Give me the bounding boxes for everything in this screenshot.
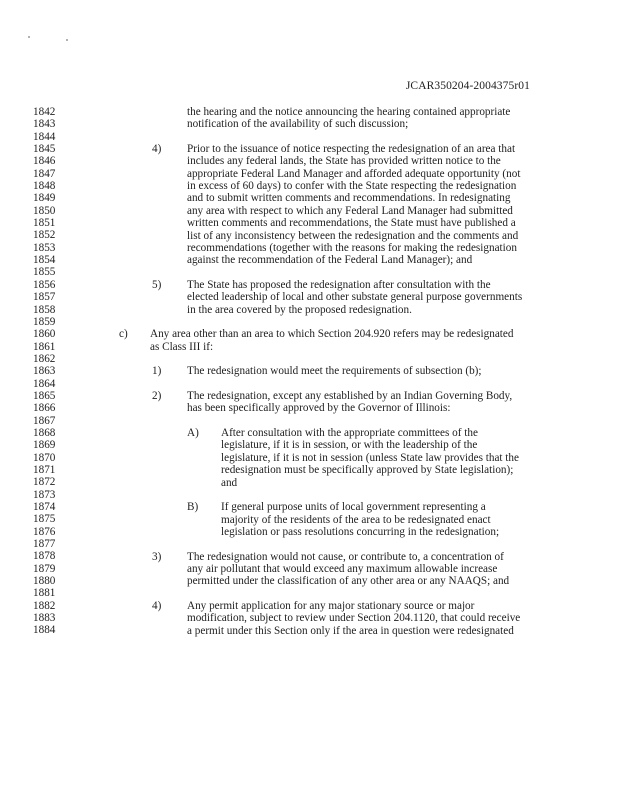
text-line: modification, subject to review under Section 204.1120, that could receive <box>187 612 521 625</box>
scan-speck <box>66 39 68 41</box>
text-line: any area with respect to which any Federal Land Manager had submitted <box>187 204 513 217</box>
text-line: majority of the residents of the area to be redesignated enact <box>221 513 491 526</box>
text-line: and <box>221 476 238 489</box>
text-line: in the area covered by the proposed redesignation. <box>187 303 412 316</box>
text-line: appropriate Federal Land Manager and afforded adequate opportunity (not <box>187 167 521 180</box>
line-number: 1859 <box>33 315 56 328</box>
line-number: 1874 <box>33 501 56 513</box>
text-line: redesignation must be specifically approved by State legislation); <box>221 464 514 477</box>
line-number: 1872 <box>33 476 56 489</box>
text-line: Any area other than an area to which Section 204.920 refers may be redesignated <box>150 328 514 341</box>
line-number: 1865 <box>33 389 56 402</box>
text-line: permitted under the classification of any other area or any NAAQS; and <box>187 575 510 588</box>
text-line: Any permit application for any major stationary source or major <box>187 600 475 612</box>
text-line: written comments and recommendations, the State must have published a <box>187 217 516 230</box>
line-number: 1864 <box>33 377 56 390</box>
continuation-line: notification of the availability of such discussion; <box>187 118 409 131</box>
text-line: has been specifically approved by the Governor of Illinois: <box>187 402 451 415</box>
line-number: 1854 <box>33 254 56 267</box>
continuation-line: the hearing and the notice announcing the hearing contained appropriate <box>187 106 511 118</box>
line-number: 1879 <box>33 562 56 575</box>
line-number: 1852 <box>33 229 56 242</box>
line-number: 1850 <box>33 204 56 217</box>
text-line: as Class III if: <box>150 340 214 353</box>
line-number: 1883 <box>33 612 56 625</box>
line-number: 1853 <box>33 241 56 254</box>
line-number: 1876 <box>33 525 56 538</box>
line-number: 1878 <box>33 550 56 563</box>
line-number: 1842 <box>33 106 56 118</box>
line-number: 1869 <box>33 439 56 452</box>
document-id: JCAR350204-2004375r01 <box>405 80 530 92</box>
text-line: legislature, if it is in session, or with the leadership of the <box>221 439 478 452</box>
line-number: 1851 <box>33 217 56 230</box>
line-number: 1847 <box>33 167 56 180</box>
scan-speck <box>28 36 30 38</box>
line-number: 1861 <box>33 340 56 353</box>
item-marker: 1) <box>152 365 162 378</box>
line-number: 1856 <box>33 278 56 291</box>
text-line: The redesignation, except any established by an Indian Governing Body, <box>187 390 513 403</box>
item-marker: 2) <box>152 390 162 403</box>
item-marker: B) <box>187 501 199 514</box>
item-marker: 5) <box>152 278 162 291</box>
text-line: list of any inconsistency between the redesignation and the comments and <box>187 229 519 242</box>
text-line: elected leadership of local and other substate general purpose governments <box>187 291 523 304</box>
text-line: legislature, if it is not in session (unless State law provides that the <box>221 451 519 464</box>
line-number: 1857 <box>33 291 56 304</box>
text-line: against the recommendation of the Federal Land Manager); and <box>187 254 473 267</box>
text-line: Prior to the issuance of notice respecting the redesignation of an area that <box>187 143 516 156</box>
line-number: 1873 <box>33 488 56 501</box>
line-number: 1849 <box>33 192 56 205</box>
item-marker: 4) <box>152 600 162 612</box>
item-marker: 3) <box>152 550 162 563</box>
text-line: The State has proposed the redesignation after consultation with the <box>187 278 491 291</box>
line-number: 1882 <box>33 599 56 612</box>
line-number: 1855 <box>33 266 56 279</box>
text-line: legislation or pass resolutions concurring in the redesignation; <box>221 525 500 538</box>
text-line: The redesignation would not cause, or contribute to, a concentration of <box>187 550 504 563</box>
line-number: 1863 <box>33 365 56 378</box>
line-number: 1880 <box>33 575 56 588</box>
text-line: includes any federal lands, the State has provided written notice to the <box>187 155 501 168</box>
line-number: 1868 <box>33 426 56 439</box>
line-number: 1860 <box>33 328 56 341</box>
line-number: 1846 <box>33 155 56 168</box>
line-number: 1877 <box>33 538 56 551</box>
text-line: After consultation with the appropriate committees of the <box>221 427 478 440</box>
item-marker: 4) <box>152 143 162 156</box>
line-numbers-column <box>33 106 69 637</box>
text-line: any air pollutant that would exceed any maximum allowable increase <box>187 562 498 575</box>
item-marker: A) <box>187 427 199 440</box>
text-line: If general purpose units of local government representing a <box>221 501 486 514</box>
line-number: 1858 <box>33 303 56 316</box>
line-number: 1845 <box>33 143 56 156</box>
text-line: recommendations (together with the reasons for making the redesignation <box>187 241 517 254</box>
line-number: 1843 <box>33 118 56 131</box>
line-number: 1884 <box>33 624 56 637</box>
item-marker: c) <box>119 328 128 341</box>
line-number: 1871 <box>33 463 56 476</box>
text-line: a permit under this Section only if the area in question were redesignated <box>187 624 514 637</box>
line-number: 1875 <box>33 513 56 526</box>
text-line: and to submit written comments and recommendations. In redesignating <box>187 192 511 205</box>
line-number: 1848 <box>33 180 56 193</box>
text-line: in excess of 60 days) to confer with the State respecting the redesignation <box>187 180 517 193</box>
line-number: 1866 <box>33 402 56 415</box>
line-number: 1867 <box>33 414 56 427</box>
line-number: 1862 <box>33 352 56 365</box>
line-number: 1870 <box>33 451 56 464</box>
text-line: The redesignation would meet the requirements of subsection (b); <box>187 365 482 378</box>
line-number: 1844 <box>33 130 56 143</box>
line-number: 1881 <box>33 587 56 600</box>
